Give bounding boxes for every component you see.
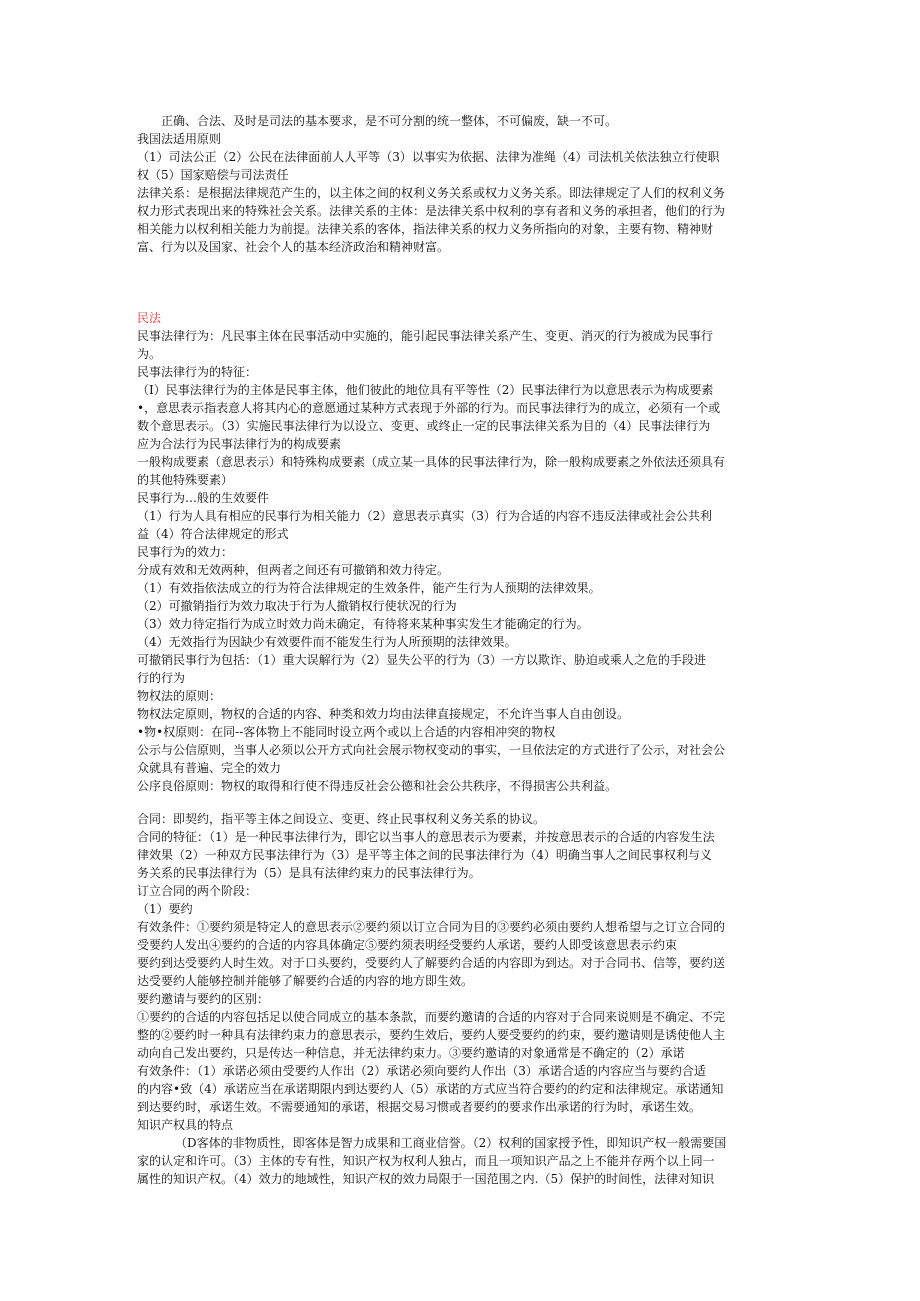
text-line: 的其他特殊要素） xyxy=(137,473,234,487)
text-line: 家的认定和许可。（3）主体的专有性，知识产权为权利人独占，而且一项知识产品之上不能并存两个以上同一 xyxy=(137,1154,715,1168)
text-line: 民事行为…般的生效要件 xyxy=(137,491,270,505)
text-line: 的内容•致（4）承诺应当在承诺期限内到达要约人（5）承诺的方式应当符合要约的约定和法律规定。承诺通知 xyxy=(137,1082,724,1096)
text-line: 合同：即契约，指平等主体之间设立、变更、终止民事权利义务关系的协议。 xyxy=(137,812,546,826)
text-line: 民事法律行为的特征： xyxy=(137,365,258,379)
intro-section xyxy=(137,112,787,256)
text-line: （2）可撤销指行为效力取决于行为人撤销权行使状况的行为 xyxy=(137,599,457,613)
principles-heading: 我国法适用原则 xyxy=(137,132,222,146)
text-line: （I）民事法律行为的主体是民事主体，他们彼此的地位具有平等性（2）民事法律行为以意思表示为构成要素 xyxy=(137,383,714,397)
text-line: （4）无效指行为因缺少有效要件而不能发生行为人所预期的法律效果。 xyxy=(137,635,517,649)
text-line: 物权法定原则，物权的合适的内容、种类和效力均由法律直接规定，不允许当事人自由创设。 xyxy=(137,707,630,721)
text-line: 有效条件：（1）承诺必须由受要约人作出（2）承诺必须向要约人作出（3）承诺合适的内容应当与要约合适 xyxy=(137,1064,706,1078)
intro-line: 正确、合法、及时是司法的基本要求，是不可分割的统一整体，不可偏废，缺一不可。 xyxy=(161,114,618,128)
text-line: （1）行为人具有相应的民事行为相关能力（2）意思表示真实（3）行为合适的内容不违反法律或社会公共利 xyxy=(137,509,712,523)
text-line: •物•权原则：在同--客体物上不能同时设立两个或以上合适的内容相冲突的物权 xyxy=(137,725,556,739)
text-line: 知识产权具的特点 xyxy=(137,1118,234,1132)
text-line: （D客体的非物质性，即客体是智力成果和工商业信誉。（2）权利的国家授予性，即知识产权一般需要国 xyxy=(175,1136,727,1150)
text-line: 众就具有普遍、完全的效力 xyxy=(137,761,282,775)
text-line: 数个意思表示。（3）实施民事法律行为以设立、变更、或终止一定的民事法律关系为目的（4）民事法律行为 xyxy=(137,419,711,433)
legal-relation-line: 法律关系：是根据法律规范产生的，以主体之间的权利义务关系或权力义务关系。即法律规定了人们的权利义务 xyxy=(137,186,726,200)
principles-line: 权（5）国家赔偿与司法责任 xyxy=(137,168,289,182)
text-line: 要约邀请与要约的区别： xyxy=(137,992,270,1006)
text-line: 民事行为的效力： xyxy=(137,545,234,559)
legal-relation-line: 富、行为以及国家、社会个人的基本经济政治和精神财富。 xyxy=(137,240,450,254)
text-line: 公示与公信原则，当事人必须以公开方式向社会展示物权变动的事实，一旦依法定的方式进行了公示，对社会公 xyxy=(137,743,726,757)
text-line: 受要约人发出④要约的合适的内容具体确定⑤要约须表明经受要约人承诺，要约人即受该意思表示约束 xyxy=(137,938,678,952)
text-line: 民事法律行为：凡民事主体在民事活动中实施的，能引起民事法律关系产生、变更、消灭的行为被成为民事行 xyxy=(137,329,714,343)
principles-line: （1）司法公正（2）公民在法律面前人人平等（3）以事实为依据、法律为准绳（4）司法机关依法独立行使职 xyxy=(137,150,720,164)
text-line: 达受要约人能够控制并能够了解要约合适的内容的地方即生效。 xyxy=(137,974,474,988)
text-line: （1）要约 xyxy=(137,902,193,916)
text-line: 公序良俗原则：物权的取得和行使不得违反社会公德和社会公共秩序，不得损害公共利益。 xyxy=(137,779,618,793)
text-line: 动向自己发出要约，只是传达一种信息，并无法律约束力。③要约邀请的对象通常是不确定的（2）承诺 xyxy=(137,1046,685,1060)
text-line: 律效果（2）一种双方民事法律行为（3）是平等主体之间的民事法律行为（4）明确当事人之间民事权利与义 xyxy=(137,848,712,862)
text-line: 到达要约时，承诺生效。不需要通知的承诺，根据交易习惯或者要约的要求作出承诺的行为时，承诺生效。 xyxy=(137,1100,702,1114)
text-line: 务关系的民事法律行为（5）是具有法律约束力的民事法律行为。 xyxy=(137,866,481,880)
civil-law-section xyxy=(137,309,787,795)
text-line: 行的行为 xyxy=(137,671,186,685)
text-line: 分成有效和无效两种，但两者之间还有可撤销和效力待定。 xyxy=(137,563,450,577)
text-line: ①要约的合适的内容包括足以使合同成立的基本条款，而要约邀请的合适的内容对于合同来说则是不确定、不完 xyxy=(137,1010,726,1024)
civil-law-body xyxy=(137,327,787,795)
text-line: 订立合同的两个阶段： xyxy=(137,884,258,898)
text-line: （1）有效指依法成立的行为符合法律规定的生效条件，能产生行为人预期的法律效果。 xyxy=(137,581,601,595)
text-line: 益（4）符合法律规定的形式 xyxy=(137,527,289,541)
text-line: 属性的知识产权。（4）效力的地域性，知识产权的效力局限于一国范围之内.（5）保护的时间性，法律对知识 xyxy=(137,1172,715,1186)
text-line: 整的②要约时一种具有法律约束力的意思表示，要约生效后，要约人要受要约的约束，要约邀请则是诱使他人主 xyxy=(137,1028,726,1042)
text-line: •，意思表示指表意人将其内心的意愿通过某种方式表现于外部的行为。而民事法律行为的成立，必须有一个或 xyxy=(137,401,721,415)
contract-body xyxy=(137,810,787,1188)
legal-relation-line: 相关能力以权利相关能力为前提。法律关系的客体，指法律关系的权力义务所指向的对象，主要有物、精神财 xyxy=(137,222,714,236)
text-line: 有效条件：①要约须是特定人的意思表示②要约须以订立合同为目的③要约必须由要约人想希望与之订立合同的 xyxy=(137,920,726,934)
text-line: 应为合法行为民事法律行为的构成要素 xyxy=(137,437,342,451)
legal-relation-line: 权力形式表现出来的特殊社会关系。法律关系的主体：是法律关系中权利的享有者和义务的承担者，他们的行为 xyxy=(137,204,726,218)
text-line: 合同的特征：（1）是一种民事法律行为，即它以当事人的意思表示为要素，并按意思表示的合适的内容发生法 xyxy=(137,830,715,844)
text-line: 可撤销民事行为包括：（1）重大误解行为（2）显失公平的行为（3）一方以欺诈、胁迫或乘人之危的手段进 xyxy=(137,653,706,667)
text-line: （3）效力待定指行为成立时效力尚未确定，有待将来某种事实发生才能确定的行为。 xyxy=(137,617,589,631)
contract-section xyxy=(137,810,787,1188)
text-line: 一般构成要素（意思表示）和特殊构成要素（成立某一具体的民事法律行为，除一般构成要素之外依法还须具有 xyxy=(137,455,726,469)
text-line: 为。 xyxy=(137,347,162,361)
section-title: 民法 xyxy=(137,311,162,325)
text-line: 物权法的原则： xyxy=(137,689,222,703)
text-line: 要约到达受要约人时生效。对于口头要约，受要约人了解要约合适的内容即为到达。对于合同书、信等，要约送 xyxy=(137,956,726,970)
